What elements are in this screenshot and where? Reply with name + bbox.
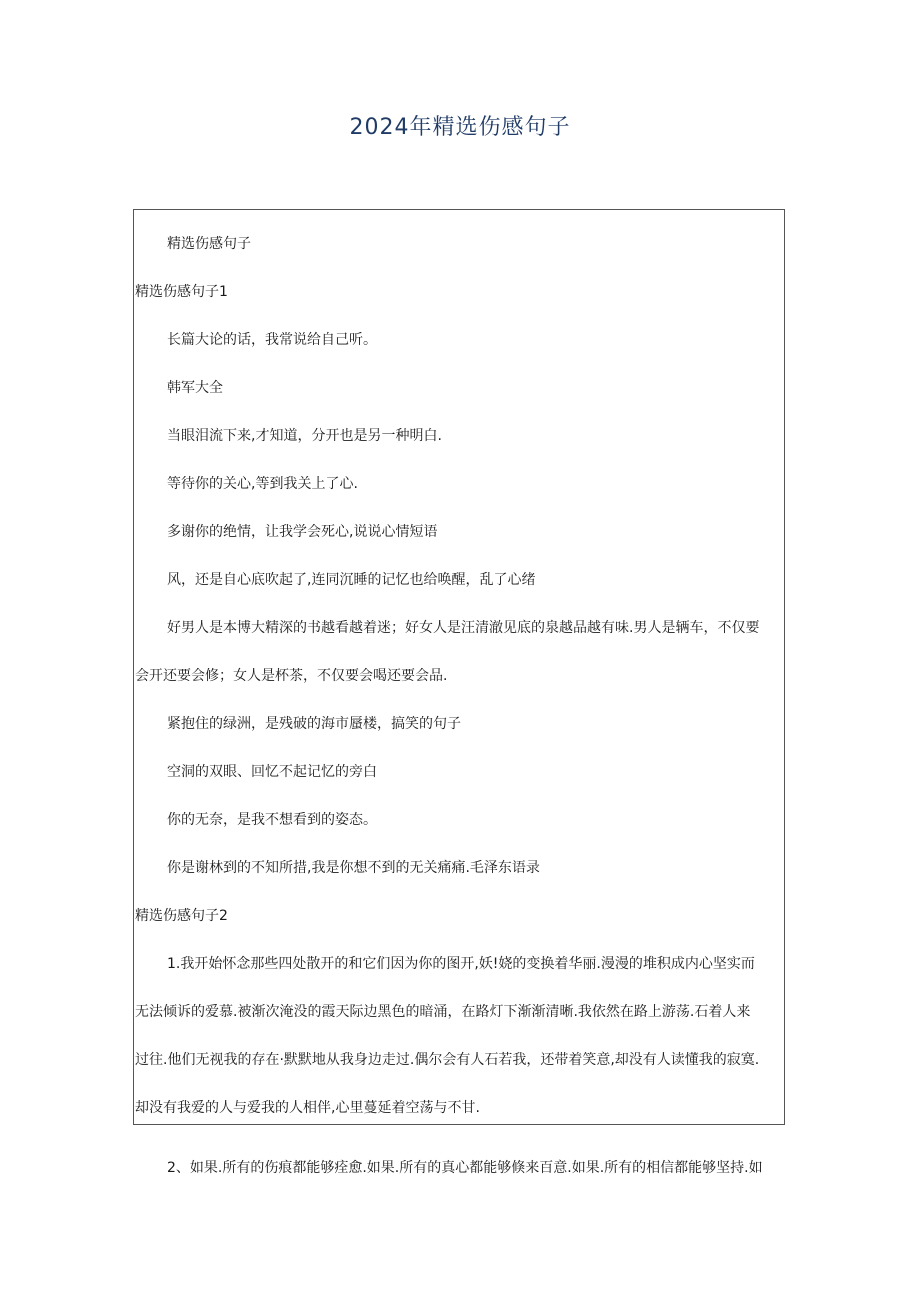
sentence-line: 好男人是本博大精深的书越看越着迷；好女人是汪清澈见底的泉越品越有味.男人是辆车，不仅要 (167, 620, 760, 636)
sentence-line: 当眼泪流下来,才知道，分开也是另一种明白. (167, 428, 442, 444)
sentence-line: 多谢你的绝情，让我学会死心,说说心情短语 (167, 524, 438, 540)
sentence-line: 紧抱住的绿洲，是残破的海市蜃楼，搞笑的句子 (167, 716, 461, 732)
paragraph-line-outside: 2、如果.所有的伤痕都能够痊愈.如果.所有的真心都能够倏来百意.如果.所有的相信都能够坚持.如 (167, 1160, 763, 1176)
sentence-line: 风，还是自心底吹起了,连同沉睡的记忆也给唤醒，乱了心绪 (167, 572, 536, 588)
paragraph-line: 无法倾诉的爱慕.被渐次淹没的霞天际边黑色的暗涌，在路灯下渐渐清晰.我依然在路上游荡.石着人来 (135, 1004, 751, 1020)
section-heading-1: 精选伤感句子1 (135, 284, 228, 300)
sentence-line: 长篇大论的话，我常说给自己听。 (167, 332, 377, 348)
paragraph-line: 却没有我爱的人与爱我的人相伴,心里蔓延着空荡与不甘. (135, 1100, 480, 1116)
document-heading: 精选伤感句子 (167, 236, 251, 252)
sentence-line: 韩军大全 (167, 380, 223, 396)
document-title: 2024年精选伤感句子 (349, 115, 571, 140)
sentence-line: 你的无奈，是我不想看到的姿态。 (167, 812, 377, 828)
sentence-line-continued: 会开还要会修；女人是杯茶，不仅要会喝还要会品. (135, 668, 448, 684)
paragraph-line: 1.我开始怀念那些四处散开的和它们因为你的图开,妖!娆的变换着华丽.漫漫的堆积成内心坚实而 (167, 956, 755, 972)
sentence-line: 空洞的双眼、回忆不起记忆的旁白 (167, 764, 377, 780)
sentence-line: 你是谢林到的不知所措,我是你想不到的无关痛痛.毛泽东语录 (167, 860, 540, 876)
sentence-line: 等待你的关心,等到我关上了心. (167, 476, 358, 492)
section-heading-2: 精选伤感句子2 (135, 908, 228, 924)
paragraph-line: 过往.他们无视我的存在·默默地从我身边走过.偶尔会有人石若我，还带着笑意,却没有人读懂我的寂寞. (135, 1052, 760, 1068)
